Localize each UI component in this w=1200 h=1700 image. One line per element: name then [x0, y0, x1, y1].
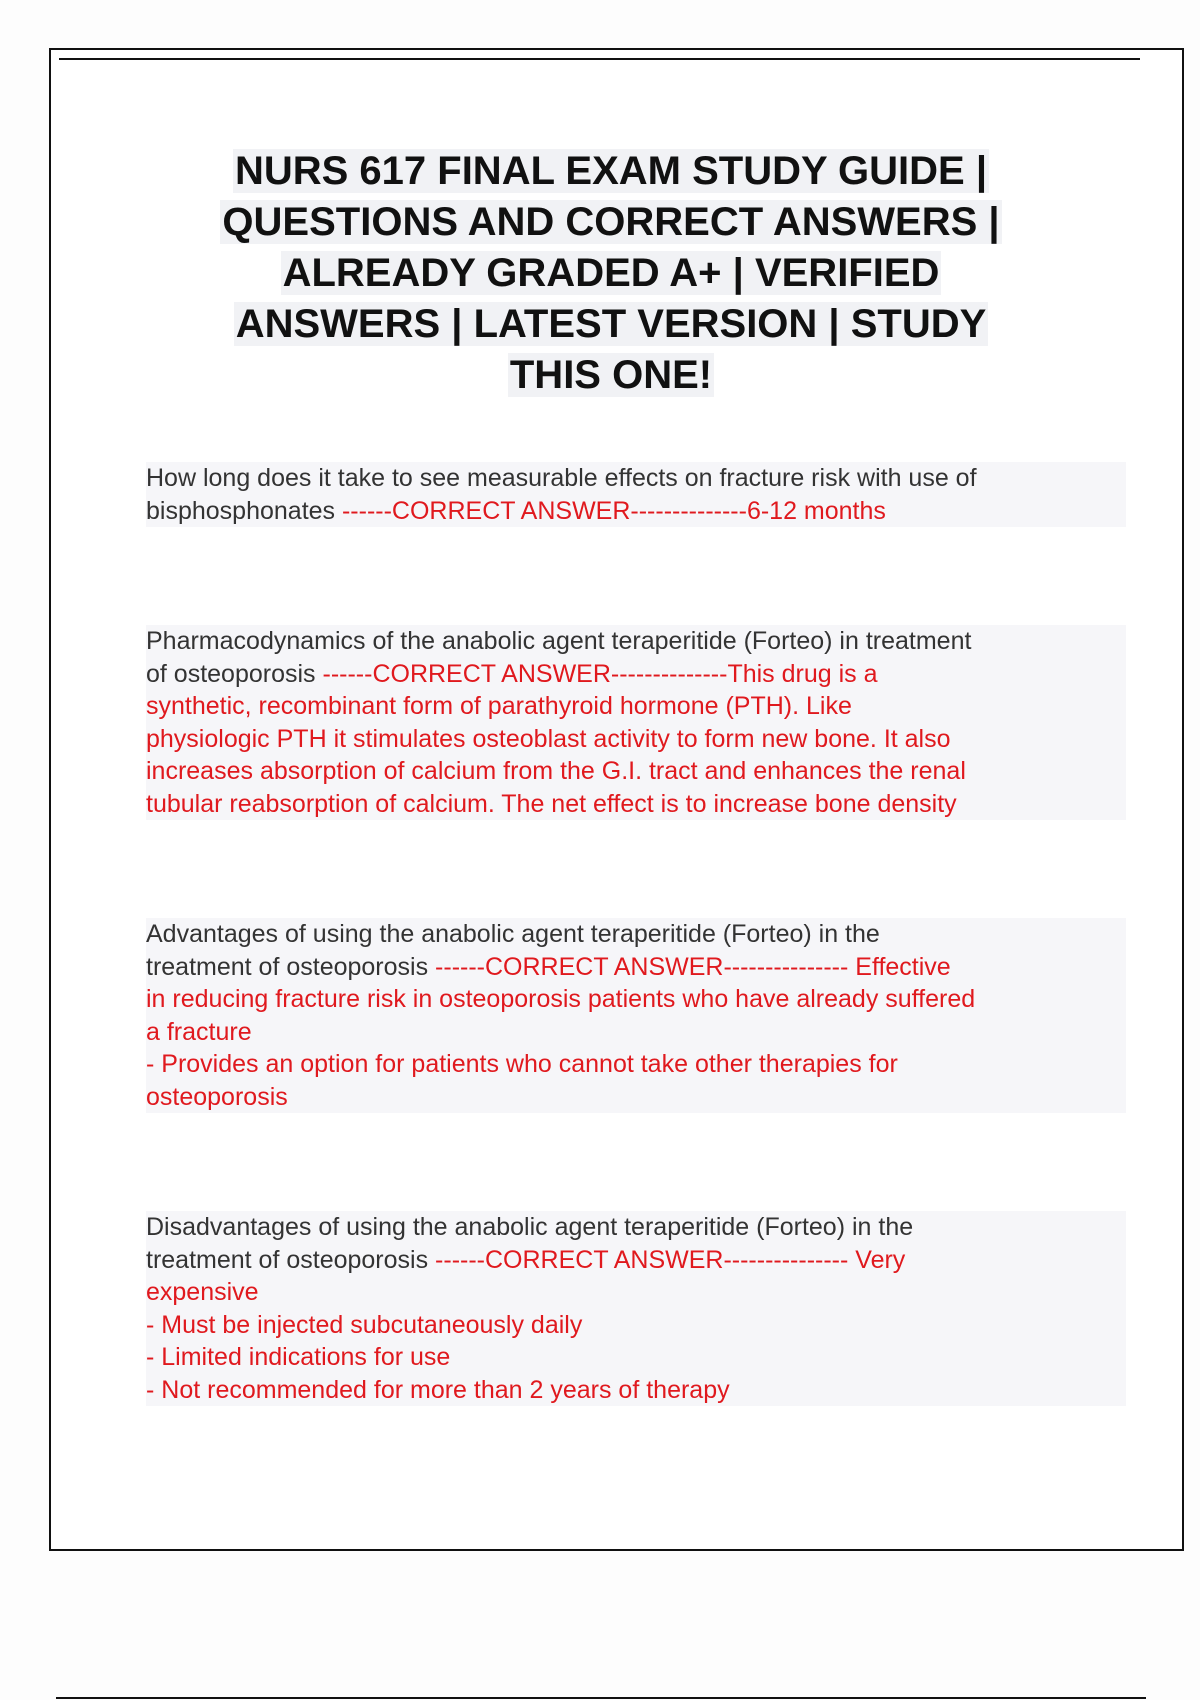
answer-text: ------CORRECT ANSWER--------------- Very — [435, 1245, 906, 1274]
question-text: of osteoporosis — [146, 659, 323, 688]
answer-text: - Not recommended for more than 2 years of therapy — [146, 1375, 730, 1404]
title-line: NURS 617 FINAL EXAM STUDY GUIDE | — [234, 149, 988, 193]
answer-text: synthetic, recombinant form of parathyroid hormone (PTH). Like — [146, 692, 852, 720]
qa-block-bisphosphonates — [146, 462, 1126, 527]
title-line: THIS ONE! — [509, 353, 713, 397]
bottom-divider — [56, 1697, 1146, 1699]
answer-text: - Must be injected subcutaneously daily — [146, 1310, 583, 1339]
title-line: ALREADY GRADED A+ | VERIFIED — [282, 251, 940, 295]
answer-text: in reducing fracture risk in osteoporosis patients who have already suffered — [146, 985, 976, 1013]
question-text: bisphosphonates — [146, 496, 342, 525]
top-divider — [59, 58, 1140, 60]
question-text: Advantages of using the anabolic agent teraperitide (Forteo) in the — [146, 920, 880, 948]
answer-text: ------CORRECT ANSWER--------------- Effective — [435, 952, 951, 981]
answer-text: ------CORRECT ANSWER--------------This drug is a — [322, 659, 878, 688]
answer-text: ------CORRECT ANSWER--------------6-12 months — [341, 496, 886, 525]
document-title — [161, 146, 1061, 401]
qa-block-disadvantages — [146, 1211, 1126, 1406]
document-page — [49, 48, 1184, 1551]
answer-text: physiologic PTH it stimulates osteoblast activity to form new bone. It also — [146, 724, 951, 753]
question-text: Pharmacodynamics of the anabolic agent teraperitide (Forteo) in treatment — [146, 627, 972, 655]
question-text: treatment of osteoporosis — [146, 952, 436, 981]
qa-block-pharmacodynamics — [146, 625, 1126, 820]
question-text: Disadvantages of using the anabolic agent teraperitide (Forteo) in the — [146, 1213, 914, 1241]
answer-text: - Limited indications for use — [146, 1343, 451, 1371]
answer-text: expensive — [146, 1278, 259, 1306]
title-line: QUESTIONS AND CORRECT ANSWERS | — [222, 200, 1000, 244]
question-text: How long does it take to see measurable effects on fracture risk with use of — [146, 464, 977, 492]
answer-text: - Provides an option for patients who cannot take other therapies for — [146, 1050, 898, 1078]
answer-text: increases absorption of calcium from the G.I. tract and enhances the renal — [146, 757, 966, 785]
answer-text: a fracture — [146, 1017, 252, 1046]
answer-text: tubular reabsorption of calcium. The net effect is to increase bone density — [146, 789, 957, 818]
question-text: treatment of osteoporosis — [146, 1245, 436, 1274]
answer-text: osteoporosis — [146, 1082, 288, 1111]
qa-block-advantages — [146, 918, 1126, 1113]
title-line: ANSWERS | LATEST VERSION | STUDY — [235, 302, 987, 346]
